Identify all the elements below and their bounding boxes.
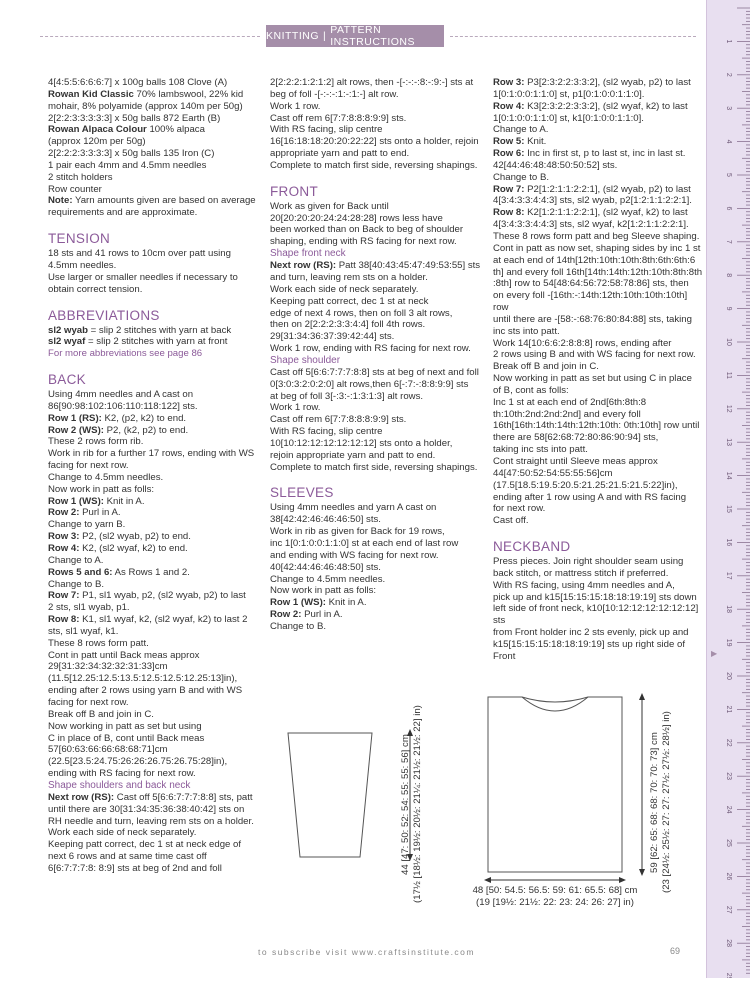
- ruler-number: 22: [725, 738, 732, 747]
- text-line: left side of front neck, k10[10:12:12:12:12:12:12] sts: [493, 603, 699, 627]
- shape-front-neck-heading: Shape front neck: [270, 248, 346, 260]
- row-text: Patt 38[40:43:45:47:49:53:55] sts: [336, 260, 481, 272]
- ruler-number: 26: [725, 872, 732, 881]
- row-line: [48, 425, 260, 437]
- text-line: 44[47:50:52:54:55:55:56]cm: [493, 467, 613, 479]
- text-line: 2 stitch holders: [48, 171, 113, 183]
- ruler-number: 8: [725, 273, 732, 278]
- arrow-head: [639, 693, 645, 700]
- row-label: Next row (RS):: [48, 791, 115, 803]
- ruler-number: 15: [725, 505, 732, 513]
- ruler-number: 23: [725, 772, 732, 781]
- text-line: 4[4:5:5:6:6:6:7] x 100g balls 108 Clove (A): [48, 77, 228, 88]
- ruler-number: 1: [725, 39, 732, 44]
- text-line: Break off B and join in C.: [493, 361, 599, 373]
- arrow-head: [639, 869, 645, 876]
- text-line: back stitch, or mattress stitch if preferred.: [493, 567, 669, 579]
- text-line: Inc 1 st at each end of 2nd[6th:8th:8: [493, 396, 647, 408]
- text-line: With RS facing, slip centre: [270, 124, 383, 136]
- back-heading: BACK: [48, 372, 86, 388]
- row-label: Row 1 (WS):: [48, 495, 104, 507]
- text-line: Work 14[10:6:6:2:8:8:8] rows, ending after: [493, 337, 672, 349]
- row-line: [48, 614, 260, 626]
- text-line: Now working in patt as set but using C in place: [493, 373, 692, 385]
- column-3: [493, 77, 705, 663]
- text-line: Change to yarn B.: [48, 519, 126, 531]
- ruler-number: 19: [725, 638, 732, 647]
- row-text: Purl in A.: [79, 507, 121, 519]
- row-text: Purl in A.: [301, 609, 343, 621]
- banner-left: KNITTING: [266, 30, 319, 42]
- ruler-number: 4: [725, 139, 732, 144]
- text-line: Change to 4.5mm needles.: [48, 471, 164, 483]
- section-banner: [266, 25, 444, 47]
- text-line: 4.5mm needles.: [48, 259, 117, 271]
- ruler-number: 20: [725, 672, 732, 680]
- ruler-number: 13: [725, 438, 732, 447]
- text-line: obtain correct tension.: [48, 283, 143, 295]
- text-line: Press pieces. Join right shoulder seam using: [493, 556, 684, 568]
- text-line: RH needle and turn, leaving rem sts on a holder.: [48, 815, 254, 827]
- text-line: Cast off rem 6[7:7:8:8:8:9:9] sts.: [270, 414, 407, 426]
- row-text: As Rows 1 and 2.: [112, 566, 190, 578]
- row-label: Row 1 (WS):: [270, 597, 326, 609]
- ruler-number: 14: [725, 471, 732, 480]
- row-text: P2, (k2, p2) to end.: [103, 424, 189, 436]
- row-label: Row 7:: [48, 590, 80, 602]
- row-label: Row 8:: [48, 614, 80, 626]
- body-neck-back: [522, 697, 588, 702]
- row-label: Row 5:: [493, 136, 525, 148]
- row-text: Knit in A.: [325, 597, 367, 609]
- text-line: 4[3:4:3:3:4:4:3] sts, sl2 wyaf, k2[1:2:1:1:2:2:1].: [493, 219, 689, 231]
- row-text: K2, (sl2 wyaf, k2) to end.: [79, 543, 188, 554]
- header-rule-right: [450, 36, 696, 37]
- text-line: 6[6:7:7:7:8: 8:9] sts at beg of 2nd and foll: [48, 862, 222, 874]
- text-line: Work 1 row.: [270, 402, 321, 414]
- ruler-number: 5: [725, 173, 732, 177]
- front-heading: FRONT: [270, 183, 318, 199]
- yarn-name: Rowan Alpaca Colour: [48, 124, 147, 136]
- text-line: Cast off rem 6[7:7:8:8:8:9:9] sts.: [270, 112, 407, 124]
- ruler-number: 17: [725, 571, 732, 580]
- text-line: Change to B.: [48, 578, 105, 590]
- text-line: ending after 2 rows using yarn B and with WS: [48, 685, 243, 697]
- row-line: [48, 590, 260, 602]
- abbreviations-link: For more abbreviations see page 86: [48, 348, 203, 360]
- sleeve-outline: [288, 733, 372, 857]
- text-line: k15[15:15:15:18:18:19:19] sts up right side of Front: [493, 638, 686, 662]
- text-line: 16[16:18:18:20:20:22:22] sts onto a holder, rejoin: [270, 136, 479, 148]
- text-line: Work each side of neck separately.: [48, 827, 197, 839]
- ruler-number: 16: [725, 538, 732, 547]
- text-line: With RS facing, using 4mm needles and A,: [493, 579, 675, 591]
- text-line: inc 1[0:1:0:0:1:1:0] st at each end of last row: [270, 538, 459, 549]
- row-label: Row 7:: [493, 183, 525, 195]
- ruler-number: 6: [725, 206, 732, 211]
- text-line: edge of next 4 rows, then on foll 3 alt rows,: [270, 307, 453, 319]
- text-line: on every foll -[16th:-:14th:12th:10th:10th:10th] row: [493, 290, 688, 314]
- row-label: Rows 5 and 6:: [48, 566, 113, 578]
- row-line: [48, 792, 260, 804]
- text-line: Cont in patt as now set, shaping sides by inc 1 st: [493, 242, 701, 254]
- text-line: These 2 rows form rib.: [48, 436, 144, 448]
- sleeve-length-cm: 44 [47: 50: 52: 54: 55: 55: 56] cm: [400, 734, 411, 875]
- row-text: K2[1:2:1:1:2:2:1], (sl2 wyaf, k2) to last: [524, 207, 688, 219]
- text-line: Now work in patt as folls:: [270, 585, 377, 597]
- row-text: P3[2:3:2:2:3:3:2], (sl2 wyab, p2) to last: [524, 77, 691, 88]
- ruler-number: 27: [725, 905, 732, 914]
- text-line: :8th] row to 54[48:64:56:72:58:78:86] sts, then: [493, 278, 689, 290]
- text-line: and ending with WS facing for next row.: [270, 549, 439, 561]
- text-line: 29[31:34:36:37:39:42:44] sts.: [270, 331, 395, 343]
- text-line: 2 rows using B and with WS facing for next row.: [493, 349, 696, 361]
- row-text: K3[2:3:2:2:3:3:2], (sl2 wyaf, k2) to last: [524, 100, 688, 112]
- header-rule-left: [40, 36, 260, 37]
- text-line: next 6 rows and at same time cast off: [48, 851, 207, 863]
- text-line: of B, cont as folls:: [493, 384, 569, 396]
- yarn-desc: 70% lambswool, 22% kid: [133, 88, 244, 100]
- text-line: Cast off.: [493, 515, 529, 527]
- row-label: Next row (RS):: [270, 260, 337, 272]
- row-line: [270, 609, 482, 621]
- page-number: 69: [670, 946, 681, 956]
- text-line: th:10th:2nd:2nd:2nd] and every foll: [493, 408, 641, 420]
- text-line: Change to A.: [493, 124, 549, 136]
- body-length-in: (23 [24½: 25½: 27: 27: 27½: 27½: 28½] in): [661, 711, 672, 893]
- row-text: Inc in first st, p to last st, inc in last st.: [524, 148, 686, 160]
- banner-separator: |: [323, 30, 327, 42]
- text-line: Keeping patt correct, dec 1 st at neck edge of: [48, 839, 242, 851]
- text-line: until there are 30[31:34:35:36:38:40:42] sts on: [48, 803, 245, 815]
- text-line: appropriate yarn and patt to end.: [270, 148, 410, 160]
- text-line: Cont in patt until Back meas approx: [48, 649, 200, 661]
- body-width-in: (19 [19½: 21½: 22: 23: 24: 26: 27] in): [476, 897, 634, 908]
- text-line: th] and every foll 16th[14th:14th:12th:10th:8th:8th: [493, 266, 703, 278]
- text-line: Work in rib for a further 17 rows, ending with WS: [48, 448, 255, 460]
- text-line: 10[10:12:12:12:12:12:12] sts onto a holder,: [270, 437, 453, 449]
- text-line: Work 1 row, ending with RS facing for next row.: [270, 343, 471, 355]
- text-line: 2[2:2:3:3:3:3:3] x 50g balls 872 Earth (B): [48, 112, 221, 124]
- row-label: Row 2:: [270, 609, 302, 621]
- text-line: Change to B.: [493, 171, 550, 183]
- ruler-number: 7: [725, 239, 732, 244]
- text-line: (17.5[18.5:19.5:20.5:21.25:21.5:21.5:22]in),: [493, 479, 678, 491]
- row-line: [270, 597, 482, 609]
- row-label: Row 2 (WS):: [48, 424, 104, 436]
- text-line: Cast off 5[6:6:7:7:7:8:8] sts at beg of next and foll: [270, 366, 479, 378]
- text-line: until there are -[58:-:68:76:80:84:88] sts, taking: [493, 313, 692, 325]
- row-label: Row 1 (RS):: [48, 412, 102, 424]
- body-length-cm: 59 [62: 65: 68: 68: 70: 70: 73] cm: [649, 732, 660, 873]
- banner-right: PATTERN INSTRUCTIONS: [330, 24, 415, 48]
- text-line: facing for next row.: [48, 460, 129, 472]
- text-line: then on 2[2:2:2:3:3:4:4] foll 4th rows.: [270, 319, 426, 331]
- text-line: 38[42:42:46:46:46:50] sts.: [270, 514, 381, 526]
- ruler-marker-icon: ▶: [711, 649, 718, 658]
- text-line: beg of foll -[-:-:-:1:-:1:-] alt row.: [270, 88, 399, 100]
- text-line: inc sts into patt.: [493, 325, 560, 337]
- yarn-2: [48, 89, 260, 101]
- row-line: [493, 207, 705, 219]
- text-line: ending with RS facing for next row.: [48, 768, 196, 780]
- note-label: Note:: [48, 195, 73, 207]
- text-line: Using 4mm needles and A cast on: [48, 389, 194, 401]
- body-outline: [488, 697, 622, 872]
- abbrev-line: [48, 325, 260, 337]
- column-1: [48, 77, 260, 875]
- text-line: Change to B.: [270, 620, 327, 632]
- yarn-name: Rowan Kid Classic: [48, 88, 134, 100]
- text-line: 29[31:32:34:32:32:31:33]cm: [48, 661, 168, 673]
- row-label: Row 3:: [48, 531, 80, 543]
- ruler-number: 2: [725, 72, 732, 77]
- row-text: P1, sl1 wyab, p2, (sl2 wyab, p2) to last: [79, 590, 246, 602]
- row-line: [48, 496, 260, 508]
- ruler-number: 21: [725, 705, 732, 714]
- row-text: K2, (p2, k2) to end.: [101, 412, 187, 424]
- neckband-heading: NECKBAND: [493, 539, 571, 555]
- text-line: Break off B and join in C.: [48, 708, 154, 720]
- text-line: there are 58[62:68:72:80:86:90:94] sts,: [493, 432, 659, 444]
- text-line: Complete to match first side, reversing shapings.: [270, 461, 478, 473]
- text-line: 2[2:2:2:3:3:3:3] x 50g balls 135 Iron (C): [48, 148, 215, 160]
- row-label: Row 3:: [493, 77, 525, 88]
- row-line: [270, 260, 482, 272]
- text-line: Work 1 row.: [270, 100, 321, 112]
- row-line: [493, 148, 705, 160]
- row-line: [493, 101, 705, 113]
- text-line: 18 sts and 41 rows to 10cm over patt using: [48, 248, 231, 260]
- column-2: [270, 77, 482, 633]
- text-line: 20[20:20:20:24:24:28:28] rows less have: [270, 212, 443, 224]
- tension-heading: TENSION: [48, 231, 111, 247]
- ruler-number: 10: [725, 338, 732, 346]
- yarn-3: [48, 124, 260, 136]
- text-line: Work as given for Back until: [270, 200, 389, 212]
- text-line: Keeping patt correct, dec 1 st at neck: [270, 295, 429, 307]
- body-width-cm: 48 [50: 54.5: 56.5: 59: 61: 65.5: 68] cm: [472, 885, 638, 896]
- text-line: These 8 rows form patt.: [48, 637, 149, 649]
- row-line: [48, 507, 260, 519]
- row-text: P2, (sl2 wyab, p2) to end.: [79, 531, 191, 543]
- schematic-diagrams: [260, 675, 700, 935]
- row-text: K1, sl1 wyaf, k2, (sl2 wyaf, k2) to last 2: [79, 614, 248, 626]
- text-line: Use larger or smaller needles if necessary to: [48, 271, 238, 283]
- ruler-number: 28: [725, 939, 732, 948]
- ruler-number: 29: [725, 972, 732, 978]
- row-line: [48, 543, 260, 555]
- yarn-desc: 100% alpaca: [146, 124, 205, 136]
- row-line: [493, 184, 705, 196]
- text-line: from Front holder inc 2 sts evenly, pick up and: [493, 627, 689, 639]
- text-line: 2[2:2:2:1:2:1:2] alt rows, then -[-:-:-:8:-:9:-] sts at: [270, 77, 474, 88]
- arrow-head: [484, 877, 491, 883]
- row-line: [48, 567, 260, 579]
- ruler-number: 25: [725, 839, 732, 847]
- sleeve-length-in: (17½ [18½: 19½: 20½: 21¼: 21½: 21½: 22] in): [412, 705, 423, 903]
- ruler-number: 11: [725, 371, 732, 380]
- text-line: 86[90:98:102:106:110:118:122] sts.: [48, 400, 198, 412]
- text-line: 40[42:44:46:46:48:50] sts.: [270, 561, 381, 573]
- arrow-head: [619, 877, 626, 883]
- text-line: 4[3:4:3:3:4:4:3] sts, sl2 wyab, p2[1:2:1:1:2:2:1].: [493, 195, 692, 207]
- abbreviations-heading: ABBREVIATIONS: [48, 307, 160, 323]
- text-line: for next row.: [493, 503, 546, 515]
- row-text: Cast off 5[6:6:7:7:7:8:8] sts, patt: [114, 791, 253, 803]
- ruler-number: 18: [725, 605, 732, 614]
- shape-shoulder-heading: Shape shoulder: [270, 354, 341, 366]
- text-line: 42[44:46:48:48:50:50:52] sts.: [493, 159, 618, 171]
- text-line: Cont straight until Sleeve meas approx: [493, 456, 658, 467]
- text-line: 16th[16th:14th:14th:12th:10th: 0th:10th] row until: [493, 420, 700, 432]
- ruler-svg: [707, 0, 750, 978]
- measuring-ruler: [706, 0, 750, 978]
- ruler-number: 12: [725, 404, 732, 413]
- row-line: [48, 413, 260, 425]
- abbrev-def: = slip 2 stitches with yarn at front: [85, 336, 228, 348]
- ruler-number: 24: [725, 805, 732, 814]
- text-line: taking inc sts into patt.: [493, 444, 588, 456]
- ruler-number: 3: [725, 106, 732, 111]
- footer-subscribe: to subscribe visit www.craftsinstitute.com: [258, 947, 475, 957]
- text-line: (11.5[12.25:12.5:13.5:12.5:12.5:12.25:13]in),: [48, 673, 238, 685]
- text-line: mohair, 8% polyamide (approx 140m per 50g): [48, 100, 243, 112]
- abbrev-term: sl2 wyaf: [48, 336, 86, 348]
- text-line: 2 sts, sl1 wyab, p1.: [48, 602, 130, 614]
- text-line: 1[0:1:0:0:1:1:0] st, p1[0:1:0:0:1:1:0].: [493, 88, 645, 100]
- text-line: Using 4mm needles and yarn A cast on: [270, 502, 437, 514]
- row-label: Row 4:: [48, 543, 80, 554]
- text-line: Change to A.: [48, 554, 104, 566]
- note: [48, 195, 260, 219]
- sleeves-heading: SLEEVES: [270, 485, 334, 501]
- row-line: [48, 531, 260, 543]
- note-text: Yarn amounts given are based on average requirements and are approximate.: [48, 195, 256, 219]
- text-line: 1 pair each 4mm and 4.5mm needles: [48, 159, 207, 171]
- abbrev-def: = slip 2 stitches with yarn at back: [88, 324, 232, 336]
- row-line: [493, 77, 705, 89]
- text-line: shaping, ending with RS facing for next row.: [270, 236, 457, 248]
- text-line: With RS facing, slip centre: [270, 426, 383, 438]
- row-line: [493, 136, 705, 148]
- row-text: Knit.: [524, 136, 547, 148]
- text-line: and turn, leaving rem sts on a holder.: [270, 271, 428, 283]
- row-text: Knit in A.: [103, 495, 145, 507]
- text-line: 0[3:0:3:2:0:2:0] alt rows,then 6[-:7:-:8:8:9:9] sts: [270, 378, 469, 390]
- ruler-number: 9: [725, 306, 732, 311]
- row-label: Row 6:: [493, 148, 525, 160]
- text-line: at each end of 14th[12th:10th:10th:8th:6th:6th:6: [493, 254, 696, 266]
- abbrev-line: [48, 336, 260, 348]
- row-label: Row 8:: [493, 207, 525, 219]
- text-line: Now work in patt as folls:: [48, 483, 155, 495]
- text-line: Now working in patt as set but using: [48, 720, 202, 732]
- text-line: Row counter: [48, 183, 102, 195]
- text-line: sts, sl1 wyaf, k1.: [48, 625, 119, 637]
- text-line: 57[60:63:66:66:68:68:71]cm: [48, 744, 168, 756]
- abbrev-term: sl2 wyab: [48, 324, 88, 336]
- text-line: pick up and k15[15:15:15:18:18:19:19] sts down: [493, 591, 697, 603]
- text-line: (approx 120m per 50g): [48, 136, 146, 148]
- text-line: rejoin appropriate yarn and patt to end.: [270, 449, 436, 461]
- text-line: been worked than on Back to beg of shoulder: [270, 224, 464, 236]
- text-line: at beg of foll 3[-:3:-:1:3:1:3] alt rows.: [270, 390, 424, 402]
- row-text: P2[1:2:1:1:2:2:1], (sl2 wyab, p2) to last: [524, 183, 691, 195]
- shape-shoulders-heading: Shape shoulders and back neck: [48, 779, 191, 791]
- text-line: Work each side of neck separately.: [270, 283, 419, 295]
- text-line: Change to 4.5mm needles.: [270, 573, 386, 585]
- text-line: 1[0:1:0:0:1:1:0] st, k1[0:1:0:0:1:1:0].: [493, 112, 644, 124]
- text-line: facing for next row.: [48, 696, 129, 708]
- text-line: C in place of B, cont until Back meas: [48, 732, 205, 744]
- text-line: These 8 rows form patt and beg Sleeve shaping.: [493, 230, 700, 242]
- text-line: Work in rib as given for Back for 19 rows,: [270, 526, 445, 538]
- row-label: Row 4:: [493, 100, 525, 112]
- text-line: Complete to match first side, reversing shapings.: [270, 159, 478, 171]
- text-line: (22.5[23.5:24.75:26:26:26.75:26.75:28]in),: [48, 756, 228, 768]
- row-label: Row 2:: [48, 507, 80, 519]
- text-line: ending after 1 row using A and with RS facing: [493, 491, 687, 503]
